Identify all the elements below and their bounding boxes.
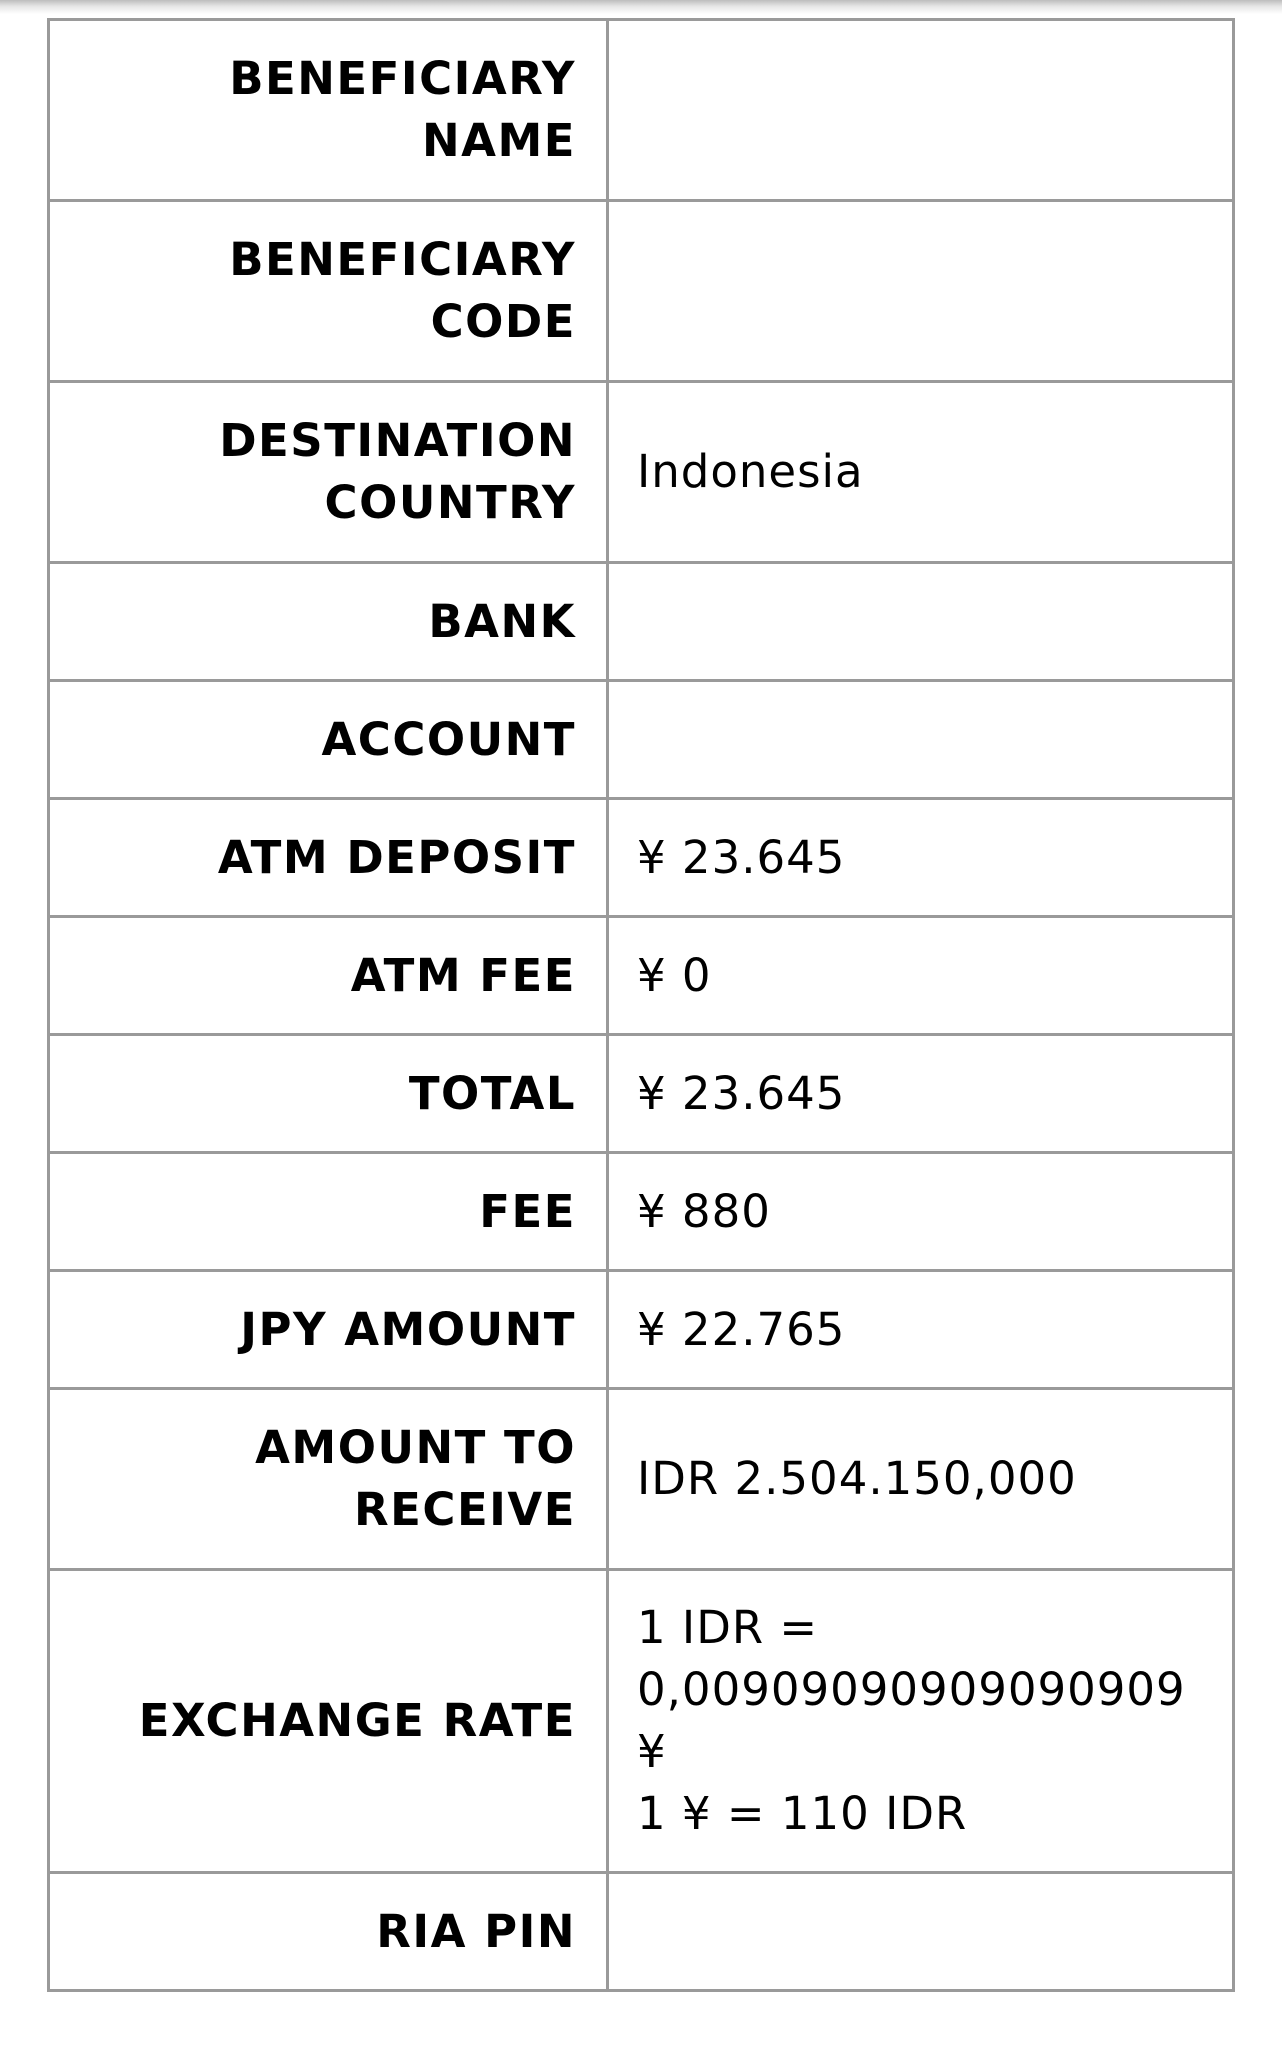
destination-country-label bbox=[49, 382, 608, 563]
beneficiary-code-label bbox=[49, 201, 608, 382]
value-line: ¥ 0 bbox=[637, 948, 712, 1002]
row-destination-country bbox=[49, 382, 1234, 563]
row-jpy-amount bbox=[49, 1271, 1234, 1389]
beneficiary-code-value bbox=[608, 201, 1234, 382]
value-line: ¥ 23.645 bbox=[637, 830, 846, 884]
label-line: COUNTRY bbox=[324, 476, 576, 529]
value-line: Indonesia bbox=[637, 445, 864, 498]
value-line: ¥ bbox=[637, 1725, 667, 1778]
value-line: IDR 2.504.150,000 bbox=[637, 1452, 1077, 1505]
label-line: EXCHANGE RATE bbox=[138, 1694, 576, 1747]
atm-deposit-value bbox=[608, 799, 1234, 917]
label-line: NAME bbox=[421, 114, 576, 167]
row-beneficiary-name bbox=[49, 20, 1234, 201]
label-line: BENEFICIARY bbox=[229, 233, 576, 286]
label-line: ATM DEPOSIT bbox=[217, 830, 576, 884]
row-atm-deposit bbox=[49, 799, 1234, 917]
atm-fee-value bbox=[608, 917, 1234, 1035]
label-line: ATM FEE bbox=[350, 948, 576, 1002]
label-line: TOTAL bbox=[408, 1066, 576, 1120]
row-amount-to-receive bbox=[49, 1389, 1234, 1570]
label-line: FEE bbox=[479, 1184, 576, 1238]
row-bank bbox=[49, 563, 1234, 681]
row-atm-fee bbox=[49, 917, 1234, 1035]
fee-value bbox=[608, 1153, 1234, 1271]
label-line: AMOUNT TO bbox=[255, 1421, 576, 1474]
beneficiary-name-value bbox=[608, 20, 1234, 201]
row-fee bbox=[49, 1153, 1234, 1271]
value-line: 0,00909090909090909 bbox=[637, 1663, 1186, 1716]
total-label bbox=[49, 1035, 608, 1153]
label-line: BANK bbox=[428, 594, 576, 648]
label-line: ACCOUNT bbox=[321, 712, 576, 766]
row-account bbox=[49, 681, 1234, 799]
transfer-details-table bbox=[47, 18, 1235, 1992]
bank-value bbox=[608, 563, 1234, 681]
exchange-rate-label bbox=[49, 1570, 608, 1873]
ria-pin-label bbox=[49, 1873, 608, 1991]
atm-fee-label bbox=[49, 917, 608, 1035]
total-value bbox=[608, 1035, 1234, 1153]
label-line: JPY AMOUNT bbox=[240, 1302, 576, 1356]
amount-to-receive-value bbox=[608, 1389, 1234, 1570]
account-value bbox=[608, 681, 1234, 799]
value-line: 1 IDR = bbox=[637, 1601, 819, 1654]
value-line: 1 ¥ = 110 IDR bbox=[637, 1787, 968, 1840]
ria-pin-value bbox=[608, 1873, 1234, 1991]
jpy-amount-value bbox=[608, 1271, 1234, 1389]
exchange-rate-value bbox=[608, 1570, 1234, 1873]
fee-label bbox=[49, 1153, 608, 1271]
amount-to-receive-label bbox=[49, 1389, 608, 1570]
label-line: RIA PIN bbox=[376, 1904, 576, 1958]
label-line: RECEIVE bbox=[354, 1483, 576, 1536]
top-shadow bbox=[0, 0, 1282, 14]
beneficiary-name-label bbox=[49, 20, 608, 201]
value-line: ¥ 880 bbox=[637, 1184, 771, 1238]
atm-deposit-label bbox=[49, 799, 608, 917]
row-ria-pin bbox=[49, 1873, 1234, 1991]
bank-label bbox=[49, 563, 608, 681]
label-line: BENEFICIARY bbox=[229, 52, 576, 105]
row-total bbox=[49, 1035, 1234, 1153]
account-label bbox=[49, 681, 608, 799]
value-line: ¥ 22.765 bbox=[637, 1302, 846, 1356]
row-exchange-rate bbox=[49, 1570, 1234, 1873]
destination-country-value bbox=[608, 382, 1234, 563]
value-line: ¥ 23.645 bbox=[637, 1066, 846, 1120]
jpy-amount-label bbox=[49, 1271, 608, 1389]
label-line: CODE bbox=[430, 295, 576, 348]
label-line: DESTINATION bbox=[219, 414, 576, 467]
row-beneficiary-code bbox=[49, 201, 1234, 382]
